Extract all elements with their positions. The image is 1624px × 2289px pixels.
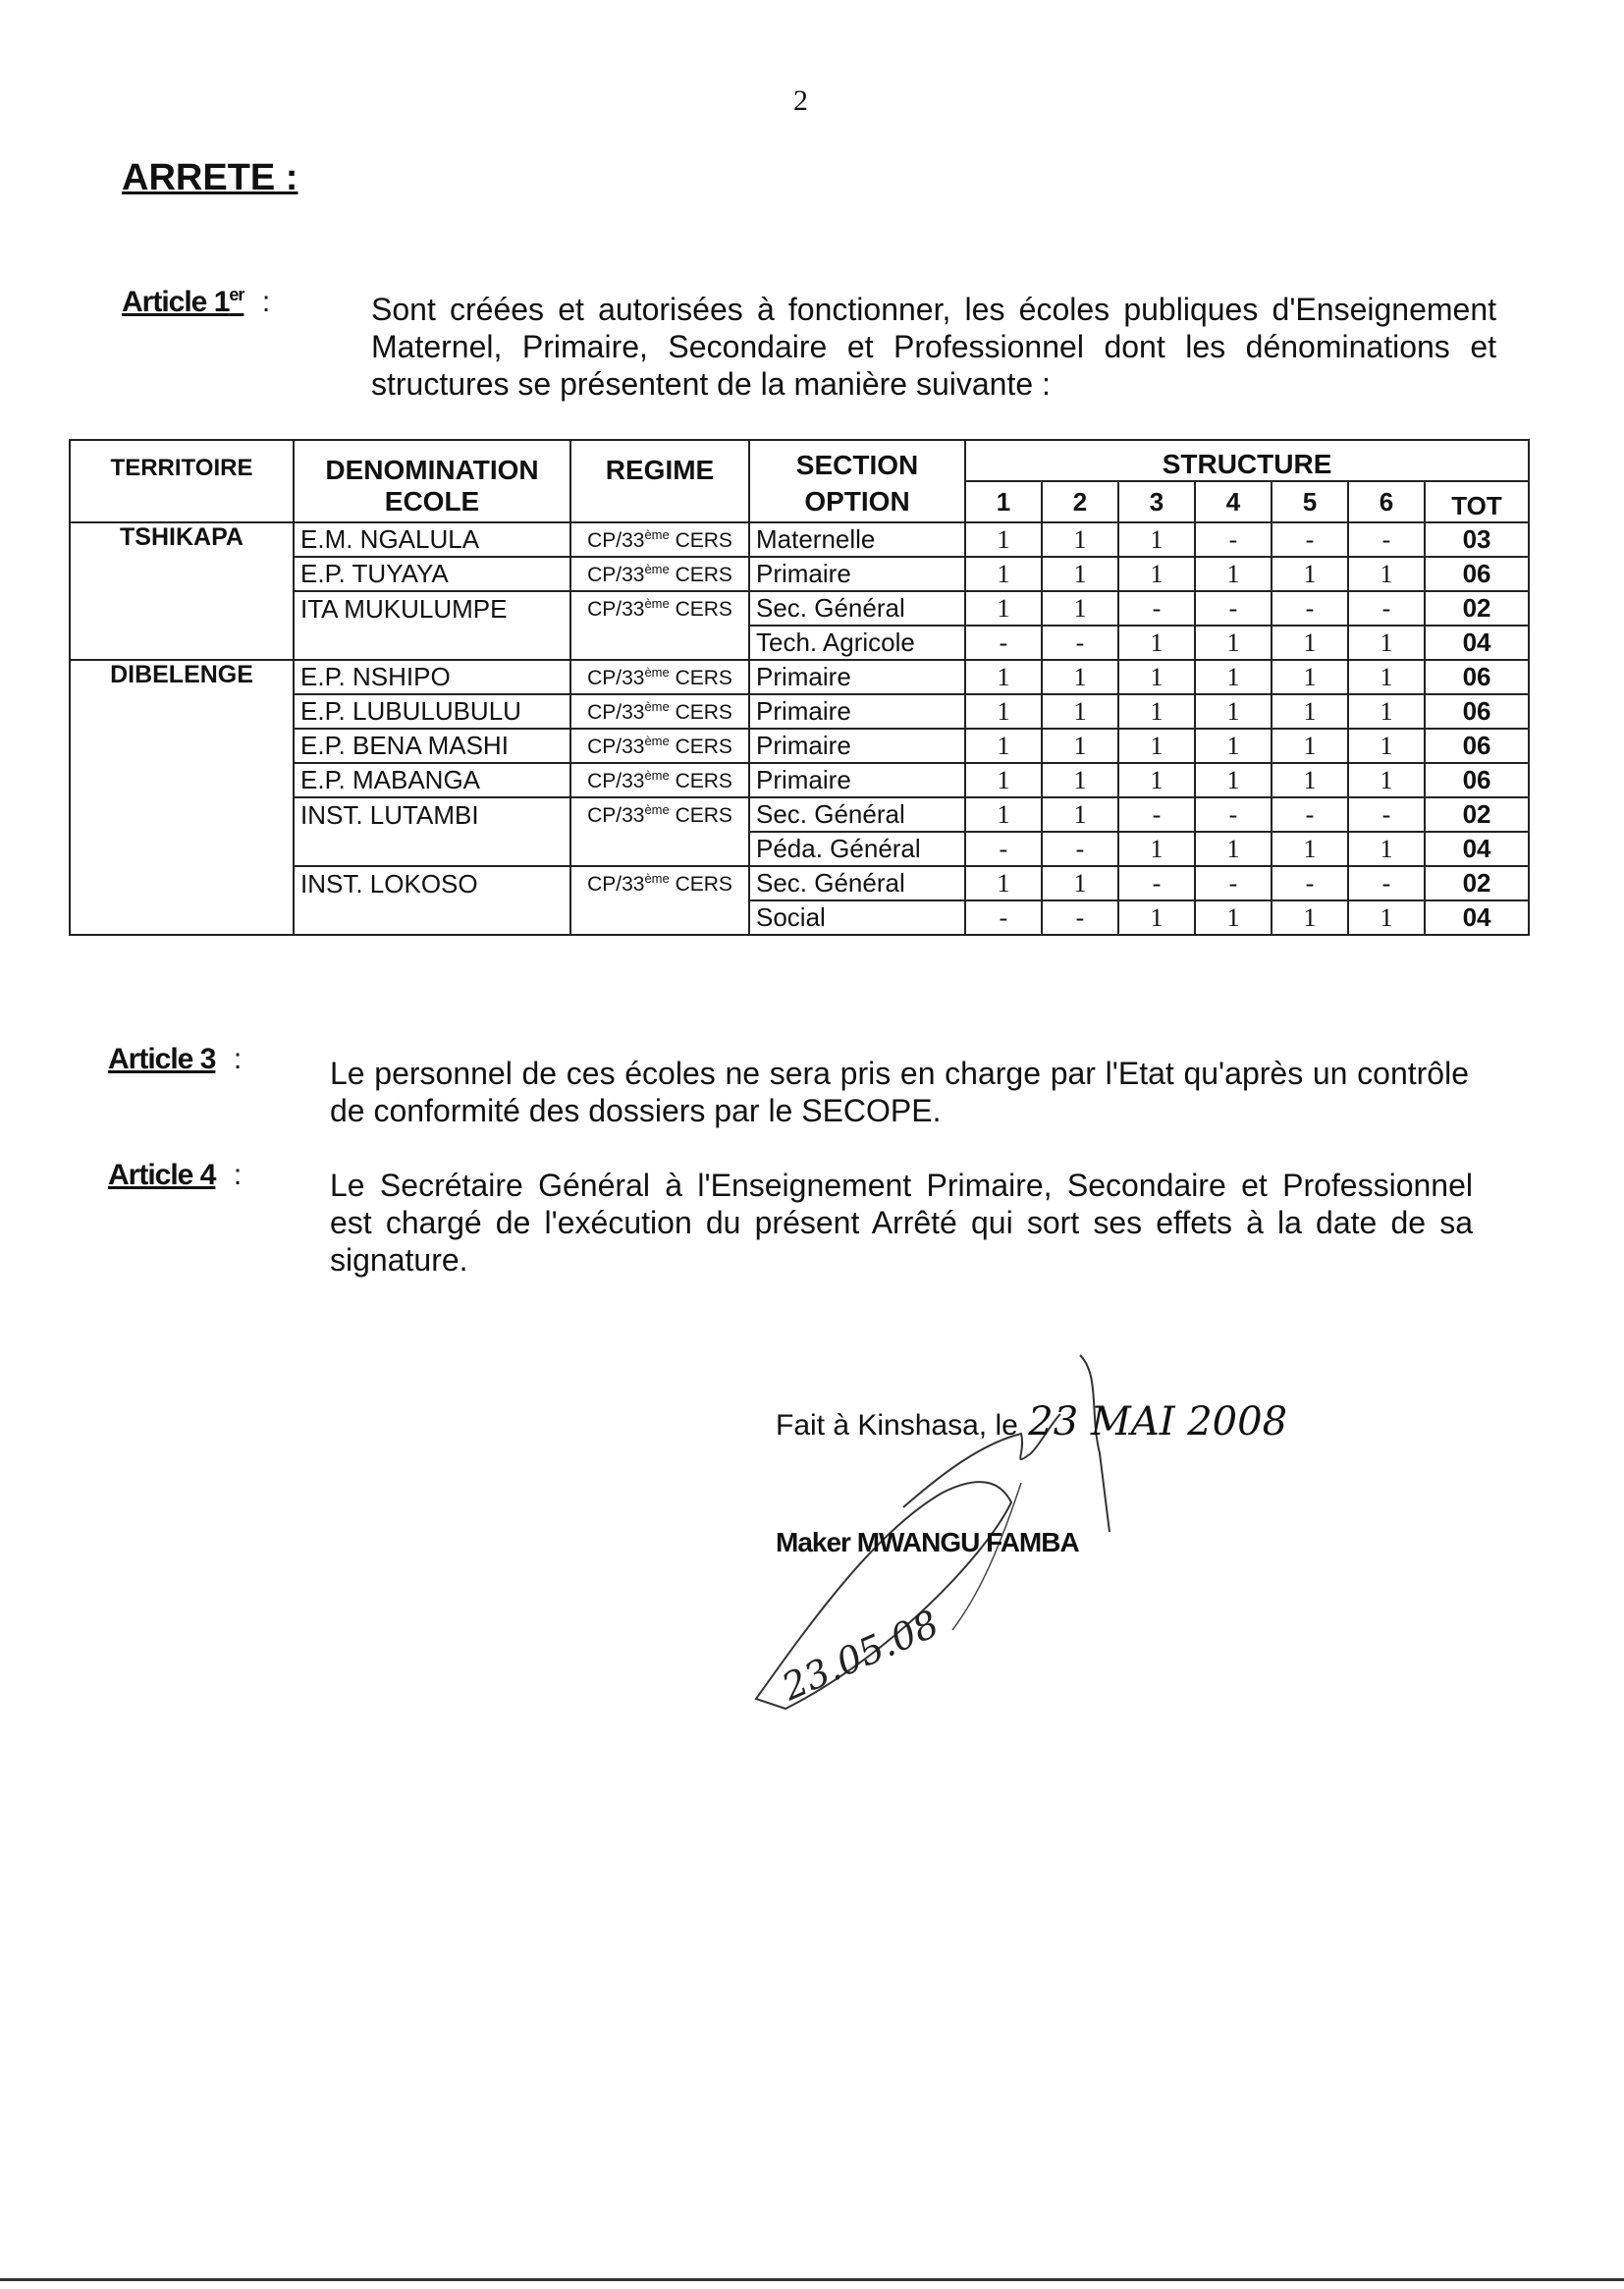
closing-place: Fait à Kinshasa, le [776,1409,1018,1442]
regime-main: CP/33 [587,598,645,621]
signatory-name: Maker MWANGU FAMBA [776,1527,1079,1557]
cell-structure-6: - [1348,866,1425,900]
cell-regime [570,660,749,694]
cell-structure-1: 1 [965,729,1042,763]
cell-structure-2: 1 [1042,763,1118,797]
page-number: 2 [793,84,808,117]
cell-structure-1: 1 [965,660,1042,694]
cell-ecole: E.P. BENA MASHI [294,729,570,763]
regime-tail: CERS [669,873,732,896]
cell-territoire [70,591,294,626]
cell-section: Primaire [749,557,965,591]
cell-structure-2: 1 [1042,866,1118,900]
cell-regime [570,729,749,763]
cell-structure-2: - [1042,832,1118,866]
cell-structure-4: - [1195,797,1272,832]
cell-structure-6: 1 [1348,900,1425,935]
article-1-colon: : [261,286,271,318]
regime-tail: CERS [669,528,732,552]
cell-regime [570,694,749,729]
cell-structure-5: 1 [1272,763,1348,797]
regime-main: CP/33 [587,804,645,827]
cell-tot: 02 [1425,797,1529,832]
table-row [70,522,1529,557]
table-row [70,866,1529,900]
cell-structure-2: 1 [1042,660,1118,694]
cell-structure-5: - [1272,797,1348,832]
cell-ecole: INST. LUTAMBI [294,797,570,832]
table-body [70,522,1529,935]
cell-structure-3: - [1118,866,1195,900]
structure-table [69,439,1530,936]
regime-sup: ème [644,596,670,611]
header-denomination: DENOMINATION ECOLE [294,440,570,522]
cell-ecole: E.P. NSHIPO [294,660,570,694]
cell-structure-2: 1 [1042,729,1118,763]
cell-structure-2: 1 [1042,591,1118,626]
cell-structure-3: 1 [1118,522,1195,557]
cell-structure-5: 1 [1272,694,1348,729]
cell-tot: 04 [1425,832,1529,866]
cell-structure-4: 1 [1195,660,1272,694]
cell-structure-1: 1 [965,557,1042,591]
article-4-text: Le Secrétaire Général à l'Enseignement Primaire, Secondaire et Professionnel est chargé de l'exécution du présent Arrêté qui sort ses effets à la date de sa signature. [330,1168,1473,1278]
regime-sup: ème [644,526,670,542]
cell-structure-1: - [965,832,1042,866]
cell-tot: 06 [1425,557,1529,591]
cell-structure-6: - [1348,522,1425,557]
article-3-colon: : [233,1043,243,1075]
article-4-label-text: Article 4 [108,1159,216,1191]
regime-main: CP/33 [587,735,645,758]
cell-structure-2: 1 [1042,797,1118,832]
cell-tot: 06 [1425,763,1529,797]
cell-structure-6: 1 [1348,729,1425,763]
cell-structure-4: 1 [1195,832,1272,866]
regime-tail: CERS [669,666,732,689]
bottom-rule [0,2278,1624,2281]
table-row [70,626,1529,660]
cell-structure-5: 1 [1272,557,1348,591]
cell-structure-3: 1 [1118,729,1195,763]
cell-structure-5: 1 [1272,729,1348,763]
cell-structure-5: 1 [1272,832,1348,866]
table-row [70,900,1529,935]
header-col-2: 2 [1042,481,1118,522]
cell-structure-3: - [1118,591,1195,626]
article-1-label-text: Article 1 [122,286,230,318]
regime-tail: CERS [669,735,732,758]
cell-structure-4: 1 [1195,626,1272,660]
regime-sup: ème [644,871,670,886]
article-3-label-text: Article 3 [108,1043,216,1075]
table-row [70,694,1529,729]
cell-territoire [70,797,294,832]
cell-structure-3: 1 [1118,900,1195,935]
cell-section: Primaire [749,763,965,797]
cell-structure-3: - [1118,797,1195,832]
cell-structure-3: 1 [1118,763,1195,797]
cell-section: Sec. Général [749,866,965,900]
cell-tot: 04 [1425,900,1529,935]
cell-territoire [70,900,294,935]
cell-structure-1: 1 [965,522,1042,557]
cell-territoire: TSHIKAPA [70,522,294,557]
cell-structure-4: 1 [1195,694,1272,729]
cell-structure-5: - [1272,866,1348,900]
table-row [70,797,1529,832]
regime-sup: ème [644,802,670,817]
header-col-5: 5 [1272,481,1348,522]
cell-regime [570,626,749,660]
cell-structure-5: 1 [1272,660,1348,694]
table-row [70,832,1529,866]
regime-main: CP/33 [587,528,645,552]
cell-structure-2: - [1042,626,1118,660]
regime-tail: CERS [669,598,732,621]
cell-structure-2: 1 [1042,557,1118,591]
table-row [70,660,1529,694]
cell-section: Sec. Général [749,797,965,832]
cell-section: Primaire [749,694,965,729]
closing-date-stamp: 23 MAI 2008 [1028,1399,1288,1444]
cell-structure-2: 1 [1042,694,1118,729]
cell-ecole: E.M. NGALULA [294,522,570,557]
cell-tot: 06 [1425,729,1529,763]
cell-structure-6: 1 [1348,660,1425,694]
cell-section: Primaire [749,660,965,694]
cell-tot: 02 [1425,591,1529,626]
regime-main: CP/33 [587,666,645,689]
regime-sup: ème [644,664,670,680]
cell-territoire [70,626,294,660]
cell-regime [570,866,749,900]
header-option: OPTION [749,481,965,522]
cell-section: Péda. Général [749,832,965,866]
regime-main: CP/33 [587,873,645,896]
header-col-4: 4 [1195,481,1272,522]
cell-structure-6: - [1348,591,1425,626]
regime-tail: CERS [669,563,732,586]
cell-section: Maternelle [749,522,965,557]
cell-territoire: DIBELENGE [70,660,294,694]
cell-structure-3: 1 [1118,626,1195,660]
cell-structure-6: - [1348,797,1425,832]
cell-territoire [70,763,294,797]
header-structure: STRUCTURE [965,440,1529,481]
cell-tot: 03 [1425,522,1529,557]
cell-structure-6: 1 [1348,832,1425,866]
cell-ecole [294,626,570,660]
cell-structure-3: 1 [1118,660,1195,694]
cell-structure-3: 1 [1118,694,1195,729]
cell-structure-1: 1 [965,797,1042,832]
cell-structure-4: 1 [1195,557,1272,591]
cell-ecole: INST. LOKOSO [294,866,570,900]
header-col-3: 3 [1118,481,1195,522]
article-1-label [122,285,270,319]
regime-main: CP/33 [587,563,645,586]
cell-structure-5: 1 [1272,626,1348,660]
cell-structure-4: 1 [1195,763,1272,797]
cell-territoire [70,832,294,866]
cell-regime [570,522,749,557]
header-territoire: TERRITOIRE [70,440,294,522]
cell-structure-5: - [1272,522,1348,557]
regime-tail: CERS [669,804,732,827]
regime-main: CP/33 [587,769,645,792]
cell-section: Tech. Agricole [749,626,965,660]
heading: ARRETE : [122,157,298,198]
cell-structure-3: 1 [1118,557,1195,591]
header-section: SECTION [749,440,965,481]
regime-tail: CERS [669,700,732,724]
cell-territoire [70,694,294,729]
cell-territoire [70,557,294,591]
cell-regime [570,832,749,866]
handwritten-date: 23.05.08 [776,1602,946,1710]
article-1-label-sup: er [229,285,244,304]
table-row [70,729,1529,763]
table-row [70,763,1529,797]
cell-tot: 06 [1425,694,1529,729]
regime-sup: ème [644,733,670,748]
cell-structure-6: 1 [1348,557,1425,591]
article-4-label [108,1159,242,1192]
cell-regime [570,763,749,797]
header-col-6: 6 [1348,481,1425,522]
cell-structure-1: 1 [965,763,1042,797]
regime-tail: CERS [669,769,732,792]
article-4-colon: : [233,1159,243,1191]
table-row [70,591,1529,626]
cell-structure-1: - [965,626,1042,660]
regime-sup: ème [644,561,670,576]
cell-structure-4: - [1195,591,1272,626]
header-col-1: 1 [965,481,1042,522]
cell-ecole [294,900,570,935]
header-regime: REGIME [570,440,749,522]
cell-structure-5: - [1272,591,1348,626]
article-3-label [108,1043,242,1076]
cell-structure-4: - [1195,866,1272,900]
regime-sup: ème [644,767,670,783]
cell-structure-6: 1 [1348,763,1425,797]
cell-structure-1: 1 [965,591,1042,626]
cell-ecole: E.P. TUYAYA [294,557,570,591]
article-1-text: Sont créées et autorisées à fonctionner, les écoles publiques d'Enseignement Maternel, Primaire, Secondaire et Professionnel dont les dénominations et structures se présentent de la manière suivante : [371,292,1496,402]
cell-structure-4: 1 [1195,900,1272,935]
cell-ecole [294,832,570,866]
table-row [70,557,1529,591]
cell-structure-2: - [1042,900,1118,935]
header-tot: TOT [1425,481,1529,522]
regime-main: CP/33 [587,700,645,724]
cell-structure-6: 1 [1348,626,1425,660]
cell-structure-1: - [965,900,1042,935]
closing-place-date [776,1399,1287,1444]
cell-structure-1: 1 [965,694,1042,729]
cell-tot: 04 [1425,626,1529,660]
cell-territoire [70,866,294,900]
cell-structure-2: 1 [1042,522,1118,557]
cell-territoire [70,729,294,763]
cell-tot: 02 [1425,866,1529,900]
cell-section: Sec. Général [749,591,965,626]
cell-regime [570,797,749,832]
cell-regime [570,591,749,626]
cell-structure-5: 1 [1272,900,1348,935]
cell-regime [570,557,749,591]
cell-structure-4: - [1195,522,1272,557]
cell-regime [570,900,749,935]
cell-structure-3: 1 [1118,832,1195,866]
regime-sup: ème [644,698,670,714]
cell-structure-6: 1 [1348,694,1425,729]
cell-ecole: E.P. LUBULUBULU [294,694,570,729]
cell-tot: 06 [1425,660,1529,694]
cell-structure-1: 1 [965,866,1042,900]
cell-ecole: E.P. MABANGA [294,763,570,797]
cell-section: Social [749,900,965,935]
cell-ecole: ITA MUKULUMPE [294,591,570,626]
article-3-text: Le personnel de ces écoles ne sera pris en charge par l'Etat qu'après un contrôle de conformité des dossiers par le SECOPE. [330,1056,1469,1128]
cell-structure-4: 1 [1195,729,1272,763]
cell-section: Primaire [749,729,965,763]
